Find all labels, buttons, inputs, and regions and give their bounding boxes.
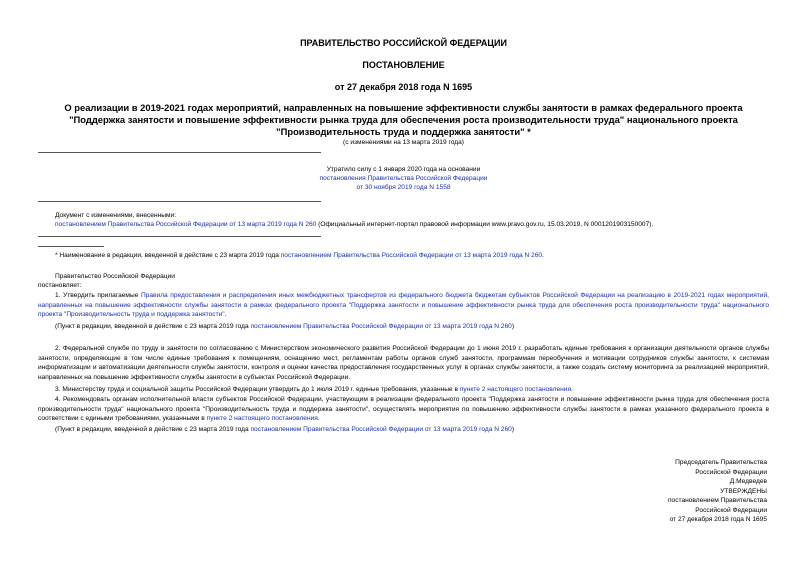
document-type: ПОСТАНОВЛЕНИЕ — [362, 60, 445, 70]
paragraph-1-note: (Пункт в редакции, введенной в действие с 23 марта 2019 года постановлением Правительства Российской Федерации от 13 марта 2019 года N 260) — [55, 323, 515, 330]
footnote-text: * Наименование в редакции, введенной в действие с 23 марта 2019 года — [55, 252, 281, 259]
preamble-government: Правительство Российской Федерации — [55, 273, 175, 280]
paragraph-4-link[interactable]: пункте 2 настоящего постановления — [206, 415, 318, 422]
paragraph-1: 1. Утвердить прилагаемые Правила предоставления и распределения иных межбюджетных трансфертов из федерального бюджета бюджетам субъектов Российской Федерации на реализацию в 2019-2021 годах мероприятий, направленных на повышение эффективности службы занятости в рамках федерального проекта "Поддержка занятости и повышение эффективности рынка труда для обеспечения роста производительности труда" национального проекта "Производительность труда и поддержка занятости". — [38, 292, 769, 318]
paragraph-1-note-link[interactable]: постановлением Правительства Российской Федерации от 13 марта 2019 года N 260 — [250, 323, 512, 330]
approved-by: постановлением Правительства — [667, 497, 767, 504]
government-name: ПРАВИТЕЛЬСТВО РОССИЙСКОЙ ФЕДЕРАЦИИ — [300, 38, 507, 48]
lost-force-link-date[interactable]: от 30 ноября 2019 года N 1558 — [356, 184, 451, 191]
amend-doc-link[interactable]: постановлением Правительства Российской Федерации от 13 марта 2019 года N 260 — [55, 221, 317, 228]
paragraph-3: 3. Министерству труда и социальной защиты Российской Федерации утвердить до 1 июля 2019 г. единые требования, указанные в пункте 2 настоящего постановления. — [55, 386, 573, 393]
paragraph-3-link[interactable]: пункте 2 настоящего постановления — [459, 386, 572, 393]
divider — [38, 152, 321, 153]
preamble-decrees: постановляет: — [38, 282, 82, 289]
rules-link[interactable]: Правила предоставления и распределения иных межбюджетных трансфертов из федерального бюджета бюджетам субъектов Российской Федерации на реализацию в 2019-2021 годах мероприятий, направленных на повышение эффективности службы занятости в рамках федерального проекта "Поддержка занятости и повышение эффективности рынка труда для обеспечения роста производительности труда" национального проекта "Производительность труда и поддержка занятости" — [38, 292, 769, 318]
paragraph-2: 2. Федеральной службе по труду и занятости по согласованию с Министерством экономического развития Российской Федерации до 1 июня 2019 г. разработать единые требования к организации деятельности органов службы занятости, определяющие в том числе единые требования к помещениям, оснащению мест, регламентам работы органов служб занятости, программам переобучения и мотивации сотрудников службы занятости, к системам информатизации и автоматизации деятельности службы занятости, контроля и оценки качества предоставления государственных услуг в органах службы занятости, а также создать систему мониторинга за реализацией мероприятий, направленных на повышение эффективности службы занятости в субъектах Российской Федерации. — [38, 345, 769, 381]
amendment-note: (с изменениями на 13 марта 2019 года) — [343, 139, 464, 146]
approved-label: УТВЕРЖДЕНЫ — [720, 487, 767, 495]
signature-block — [668, 458, 767, 525]
footnote-divider — [38, 246, 104, 247]
amend-doc-label: Документ с изменениями, внесенными: — [55, 212, 177, 219]
footnote: * Наименование в редакции, введенной в действие с 23 марта 2019 года постановлением Правительства Российской Федерации от 13 марта 2019 года N 260. — [55, 252, 544, 259]
paragraph-4-note-link[interactable]: постановлением Правительства Российской Федерации от 13 марта 2019 года N 260 — [250, 426, 512, 433]
signature-country: Российской Федерации — [695, 468, 767, 476]
lost-force-block — [260, 165, 547, 192]
approved-date: от 27 декабря 2018 года N 1695 — [669, 516, 767, 523]
signature-name: Д.Медведев — [729, 478, 767, 485]
footnote-link[interactable]: постановлением Правительства Российской Федерации от 13 марта 2019 года N 260 — [280, 252, 543, 259]
divider — [38, 201, 321, 202]
paragraph-4-note: (Пункт в редакции, введенной в действие с 23 марта 2019 года постановлением Правительства Российской Федерации от 13 марта 2019 года N 260) — [55, 426, 515, 433]
lost-force-text: Утратило силу с 1 января 2020 года на основании — [326, 166, 481, 173]
signature-title: Председатель Правительства — [675, 459, 767, 466]
document-date-number: от 27 декабря 2018 года N 1695 — [334, 82, 473, 92]
divider — [38, 236, 321, 237]
amend-doc-block — [55, 211, 769, 229]
amend-doc-source: (Официальный интернет-портал правовой информации www.pravo.gov.ru, 15.03.2019, N 0001201903150007). — [316, 221, 654, 228]
approved-country: Российской Федерации — [695, 506, 767, 514]
lost-force-link[interactable]: постановления Правительства Российской Федерации — [319, 175, 488, 182]
document-title: О реализации в 2019-2021 годах мероприятий, направленных на повышение эффективности службы занятости в рамках федерального проекта "Поддержка занятости и повышение эффективности рынка труда для обеспечения роста производительности труда" национального проекта "Производительность труда и поддержка занятости" * — [64, 102, 743, 137]
paragraph-4: 4. Рекомендовать органам исполнительной власти субъектов Российской Федерации, участвующим в реализации федерального проекта "Поддержка занятости и повышение эффективности рынка труда для обеспечения роста производительности труда" национального проекта "Производительность труда и поддержка занятости", осуществлять мероприятия по повышению эффективности службы занятости в рамках указанного федерального проекта в соответствии с едиными требованиями, указанными в пункте 2 настоящего постановления. — [38, 396, 769, 422]
